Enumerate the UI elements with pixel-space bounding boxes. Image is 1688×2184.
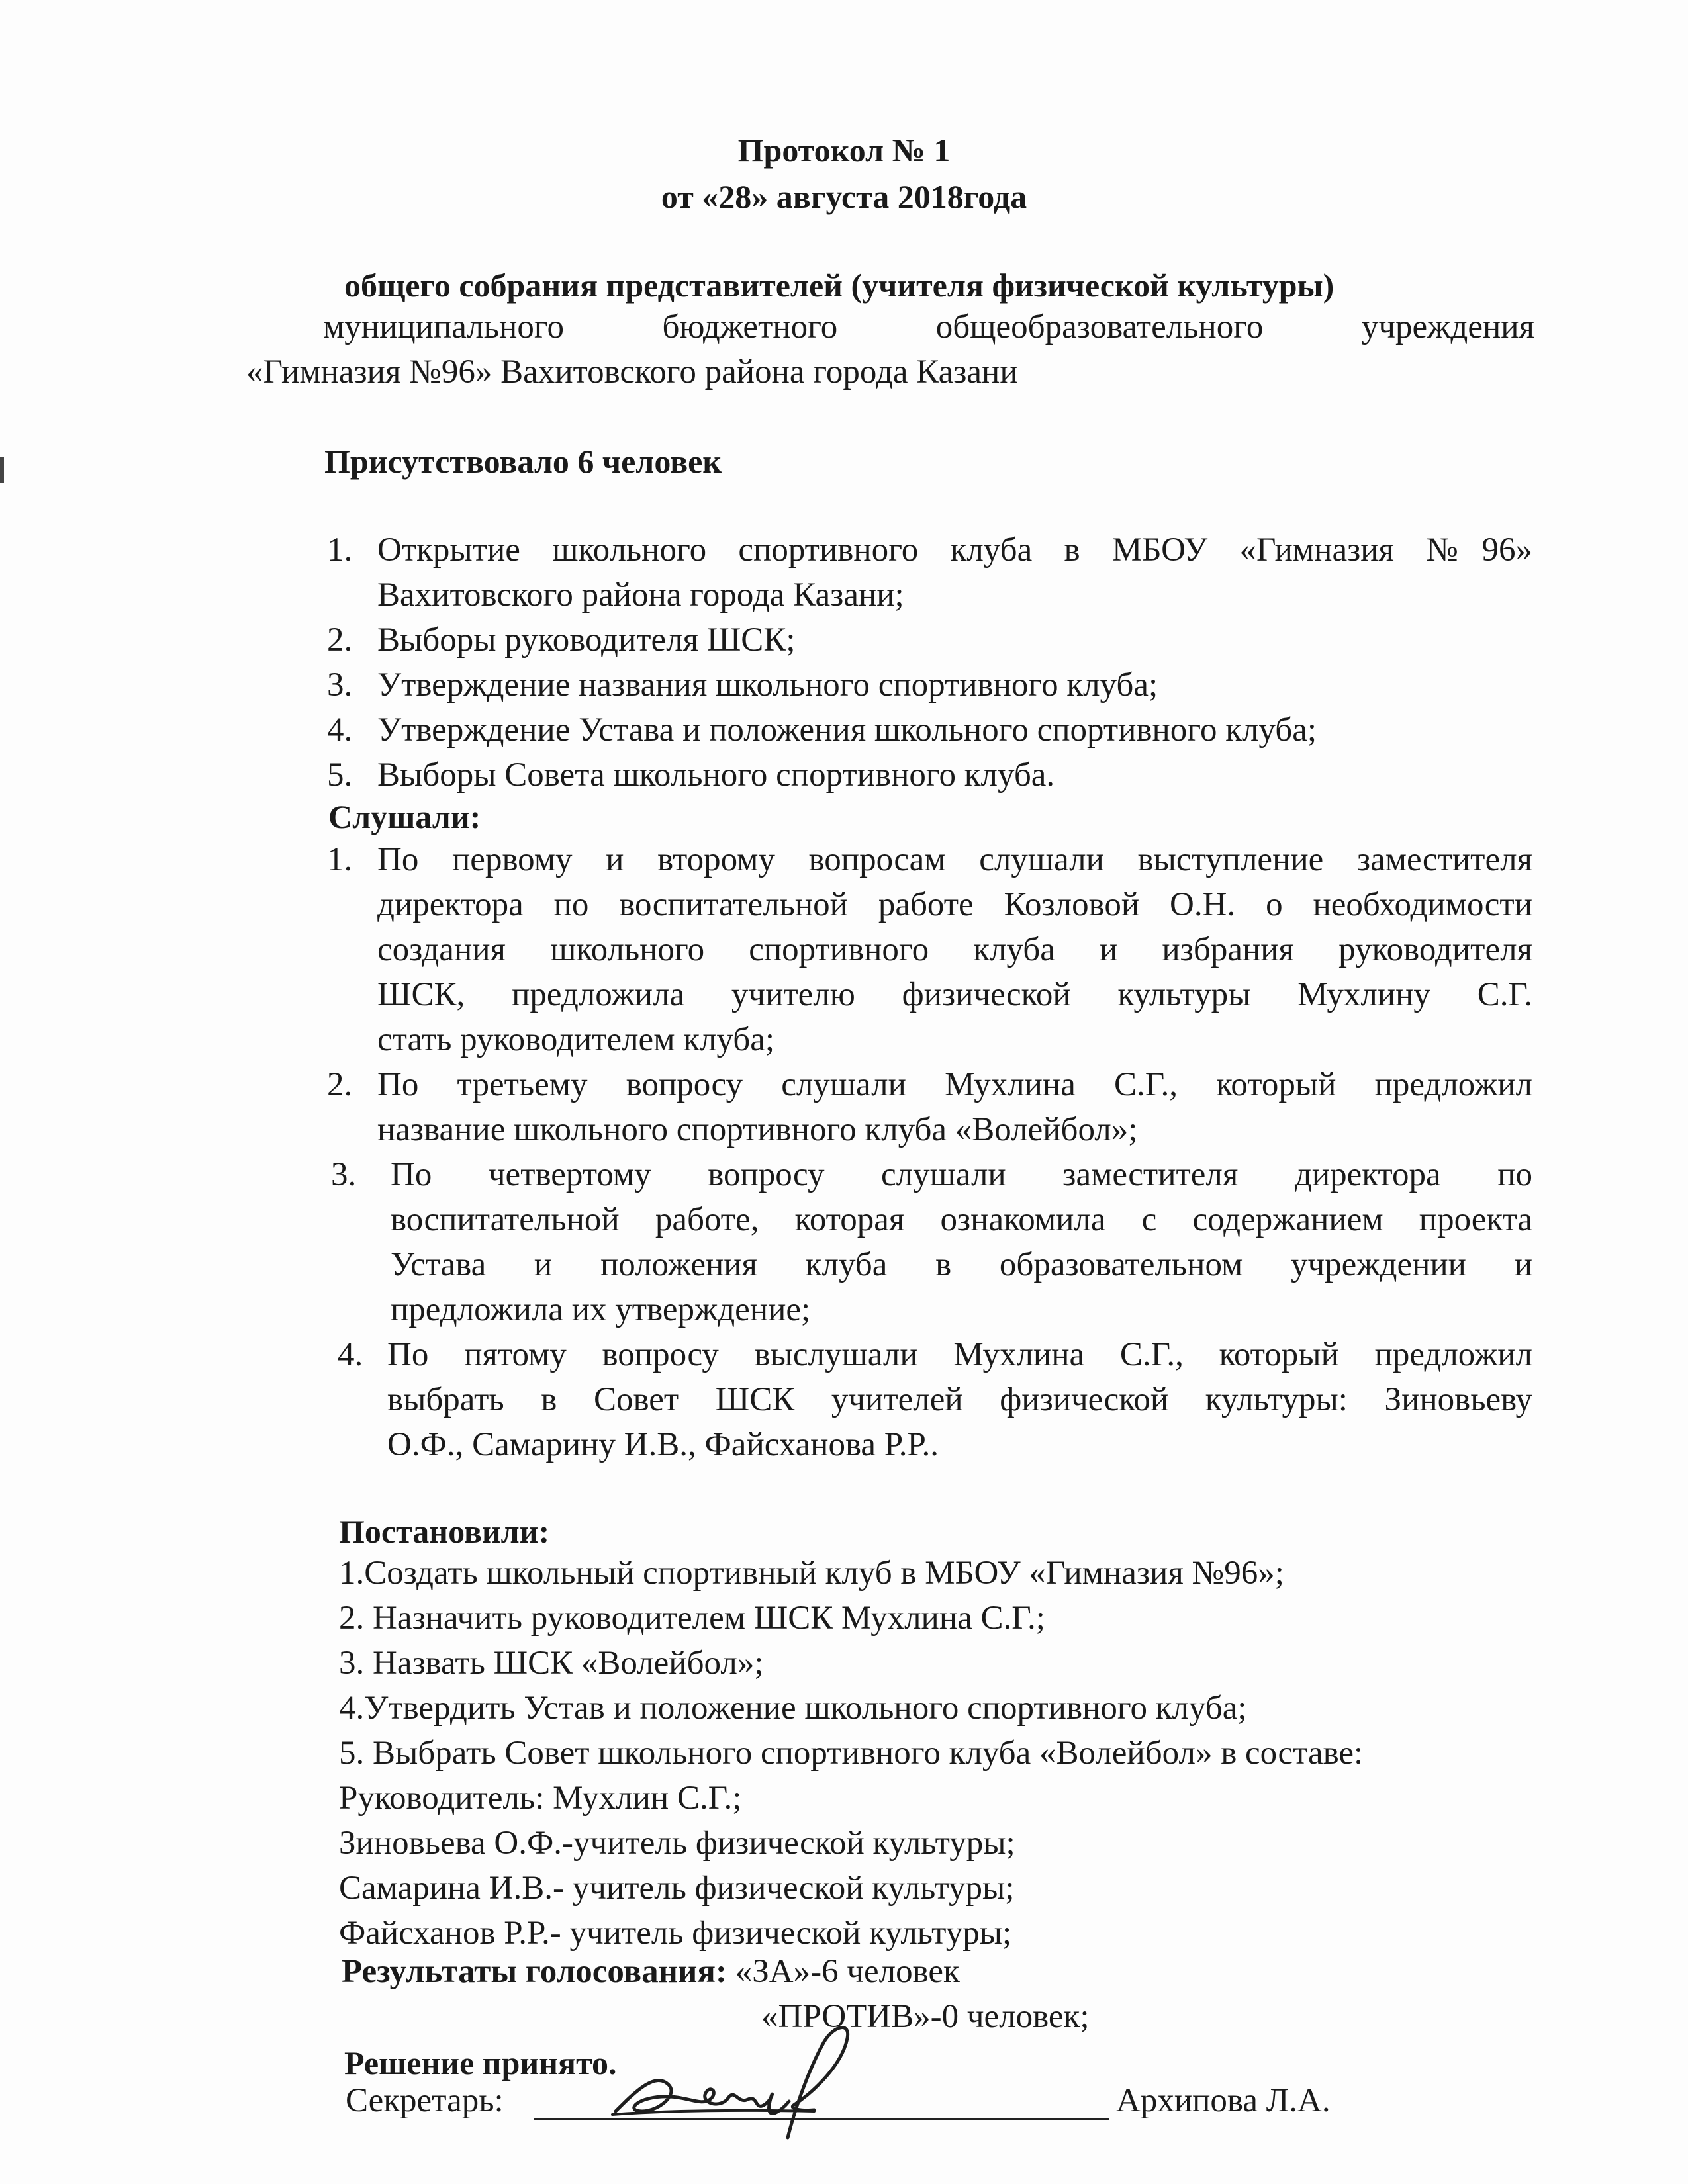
agenda-item-1-line-2: Вахитовского района города Казани;	[377, 576, 904, 614]
heard-number: 2.	[327, 1066, 353, 1103]
resolved-line: 2. Назначить руководителем ШСК Мухлина С.Г.;	[339, 1600, 1045, 1637]
voting-against: «ПРОТИВ»-0 человек;	[761, 1998, 1090, 2035]
document-title: Протокол № 1	[737, 132, 951, 169]
attendance: Присутствовало 6 человек	[324, 443, 722, 480]
heard-heading: Слушали:	[328, 798, 481, 835]
document-date: от «28» августа 2018года	[661, 178, 1027, 215]
secretary-name: Архипова Л.А.	[1116, 2082, 1331, 2119]
voting-label: Результаты голосования:	[342, 1953, 727, 1990]
heard-item-3-line-2: воспитательной работе, которая ознакомила с содержанием проекта	[391, 1201, 1532, 1238]
agenda-item-3: Утверждение названия школьного спортивного клуба;	[377, 666, 1158, 704]
agenda-number: 4.	[327, 711, 353, 749]
heard-item-3-line-1: По четвертому вопросу слушали заместителя директора по	[391, 1156, 1532, 1193]
heard-item-4-line-1: По пятому вопросу выслушали Мухлина С.Г., который предложил	[387, 1336, 1532, 1373]
agenda-number: 1.	[327, 531, 353, 569]
heard-item-4-line-2: выбрать в Совет ШСК учителей физической культуры: Зиновьеву	[387, 1381, 1532, 1418]
resolved-line: 1.Создать школьный спортивный клуб в МБОУ «Гимназия №96»;	[339, 1555, 1284, 1592]
resolved-line: 4.Утвердить Устав и положение школьного спортивного клуба;	[339, 1690, 1247, 1727]
heard-number: 1.	[327, 841, 353, 878]
heard-item-2-line-1: По третьему вопросу слушали Мухлина С.Г., который предложил	[377, 1066, 1532, 1103]
heard-item-1-line-3: создания школьного спортивного клуба и избрания руководителя	[377, 931, 1532, 968]
heard-item-1-line-2: директора по воспитательной работе Козловой О.Н. о необходимости	[377, 886, 1532, 923]
meeting-line: общего собрания представителей (учителя физической культуры)	[344, 267, 1335, 304]
voting-result	[342, 1949, 960, 1994]
heard-item-4-line-3: О.Ф., Самарину И.В., Файсханова Р.Р..	[387, 1426, 939, 1463]
secretary-signature	[596, 2012, 874, 2158]
institution-line-1: муниципального бюджетного общеобразовательного учреждения	[323, 308, 1534, 345]
agenda-number: 3.	[327, 666, 353, 704]
heard-item-1-line-1: По первому и второму вопросам слушали выступление заместителя	[377, 841, 1532, 878]
secretary-label: Секретарь:	[346, 2082, 504, 2119]
institution-line-2: «Гимназия №96» Вахитовского района города Казани	[246, 353, 1018, 390]
resolved-line: Файсханов Р.Р.- учитель физической культуры;	[339, 1915, 1012, 1952]
heard-item-2-line-2: название школьного спортивного клуба «Волейбол»;	[377, 1111, 1138, 1148]
agenda-item-4: Утверждение Устава и положения школьного спортивного клуба;	[377, 711, 1317, 749]
heard-item-3-line-3: Устава и положения клуба в образовательном учреждении и	[391, 1246, 1532, 1283]
signature-scribble	[596, 2012, 874, 2158]
voting-for: «ЗА»-6 человек	[726, 1953, 960, 1990]
resolved-line: Самарина И.В.- учитель физической культуры;	[339, 1870, 1015, 1907]
resolved-heading: Постановили:	[339, 1513, 550, 1550]
heard-number: 4.	[338, 1336, 363, 1373]
heard-number: 3.	[331, 1156, 357, 1193]
agenda-item-5: Выборы Совета школьного спортивного клуба.	[377, 756, 1055, 794]
agenda-number: 5.	[327, 756, 353, 794]
heard-item-3-line-4: предложила их утверждение;	[391, 1291, 811, 1328]
agenda-item-2: Выборы руководителя ШСК;	[377, 621, 796, 659]
decision: Решение принято.	[344, 2044, 617, 2081]
heard-item-1-line-5: стать руководителем клуба;	[377, 1021, 775, 1058]
heard-item-1-line-4: ШСК, предложила учителю физической культуры Мухлину С.Г.	[377, 976, 1532, 1013]
scan-edge-mark	[0, 457, 4, 483]
agenda-item-1-line-1: Открытие школьного спортивного клуба в МБОУ «Гимназия №96»	[377, 531, 1532, 569]
agenda-number: 2.	[327, 621, 353, 659]
resolved-line: Зиновьева О.Ф.-учитель физической культуры;	[339, 1825, 1015, 1862]
resolved-line: 3. Назвать ШСК «Волейбол»;	[339, 1645, 764, 1682]
resolved-line: Руководитель: Мухлин С.Г.;	[339, 1780, 742, 1817]
resolved-line: 5. Выбрать Совет школьного спортивного клуба «Волейбол» в составе:	[339, 1735, 1364, 1772]
